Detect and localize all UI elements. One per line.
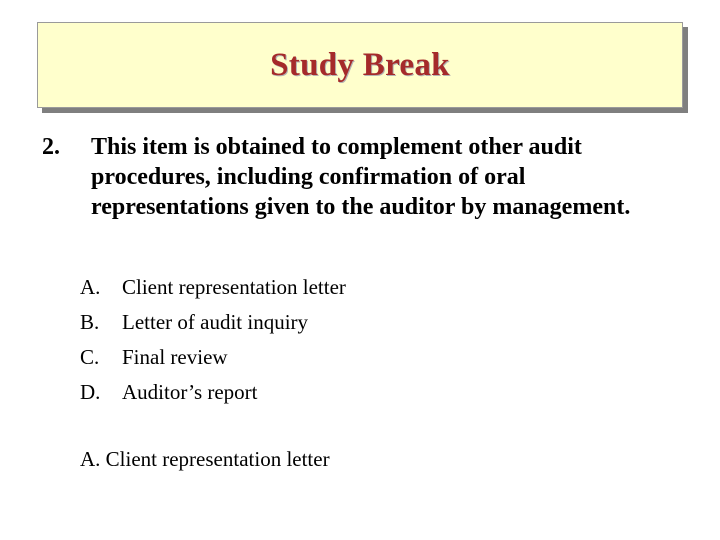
option-letter: C. [80, 345, 100, 369]
slide-title: Study Break [270, 46, 450, 83]
question-number: 2. [42, 134, 60, 160]
option-text: Final review [122, 345, 228, 369]
option-letter: D. [80, 380, 101, 404]
option-letter: B. [80, 310, 100, 334]
option-text: Auditor’s report [122, 380, 258, 404]
title-box [37, 22, 683, 108]
option-text: Letter of audit inquiry [122, 310, 309, 334]
option-text: Client representation letter [122, 275, 346, 299]
answer-text: A. Client representation letter [80, 447, 330, 471]
option-letter: A. [80, 275, 101, 299]
question-text: This item is obtained to complement other audit procedures, including confirmation of oral representations given to the auditor by management. [91, 134, 631, 220]
